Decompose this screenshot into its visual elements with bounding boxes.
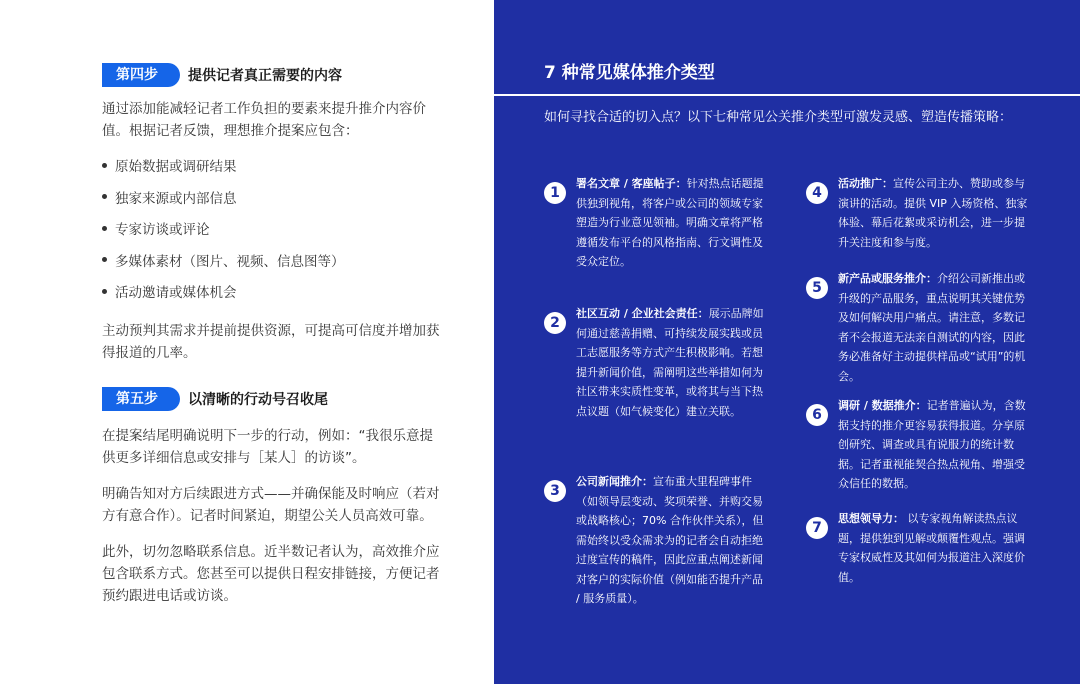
intro-text: 如何寻找合适的切入点？以下七种常见公关推介类型可激发灵感、塑造传播策略：: [544, 110, 1013, 125]
list-item: 多媒体素材（图片、视频、信息图等）: [102, 251, 345, 283]
step4-bullet-list: [102, 156, 345, 314]
bullet-dot-icon: [102, 226, 107, 231]
number-badge-7: 7: [806, 517, 828, 539]
list-item: 原始数据或调研结果: [102, 156, 345, 188]
pitch-type-2: 社区互动 / 企业社会责任：展示品牌如何通过慈善捐赠、可持续发展实践或员工志愿服务等方式产生积极影响。若想提升新闻价值，需阐明这些举措如何为社区带来实质性变革，或将其与当下热点议题（如气候变化）建立关联。: [576, 307, 764, 418]
number-badge-5: 5: [806, 277, 828, 299]
step5-para2: 明确告知对方后续跟进方式——并确保能及时响应（若对方有意合作）。记者时间紧迫，期望公关人员高效可靠。: [102, 486, 440, 524]
bullet-dot-icon: [102, 257, 107, 262]
pitch-type-6: 调研 / 数据推介：记者普遍认为，含数据支持的推介更容易获得报道。分享原创研究、调查或具有说服力的统计数据。记者重视能契合热点视角、增强受众信任的数据。: [838, 399, 1026, 490]
page-title: 7 种常见媒体推介类型: [544, 63, 715, 83]
pitch-type-5: 新产品或服务推介：介绍公司新推出或升级的产品服务，重点说明其关键优势及如何解决用户痛点。请注意，多数记者不会报道无法亲自测试的内容，因此务必准备好主动提供样品或“试用”的机会。: [838, 272, 1026, 383]
pitch-type-3: 公司新闻推介：宣布重大里程碑事件（如领导层变动、奖项荣誉、并购交易或战略核心；70% 合作伙伴关系），但需始终以受众需求为的记者会自动拒绝过度宣传的稿件，因此应重点阐述新闻对客户的实际价值（例如能否提升产品 / 服务质量）。: [576, 475, 764, 605]
step5-header: [102, 386, 328, 412]
bullet-dot-icon: [102, 194, 107, 199]
pitch-type-7: 思想领导力： 以专家视角解读热点议题，提供独到见解或颠覆性观点。强调专家权威性及其如何为报道注入深度价值。: [838, 512, 1025, 584]
number-badge-4: 4: [806, 182, 828, 204]
number-badge-3: 3: [544, 480, 566, 502]
step4-conclusion: 主动预判其需求并提前提供资源，可提高可信度并增加获得报道的几率。: [102, 323, 440, 361]
bullet-dot-icon: [102, 289, 107, 294]
pitch-type-1: 署名文章 / 客座帖子：针对热点话题提供独到视角，将客户或公司的领域专家塑造为行业意见领袖。明确文章将严格遵循发布平台的风格指南、行文调性及受众定位。: [576, 177, 764, 268]
list-item: 活动邀请或媒体机会: [102, 282, 345, 314]
bullet-dot-icon: [102, 163, 107, 168]
list-item: 独家来源或内部信息: [102, 188, 345, 220]
step4-intro: 通过添加能减轻记者工作负担的要素来提升推介内容价值。根据记者反馈，理想推介提案应包含：: [102, 101, 426, 139]
step4-badge: 第四步: [102, 63, 180, 87]
step5-badge: 第五步: [102, 387, 180, 411]
step5-para3: 此外，切勿忽略联系信息。近半数记者认为，高效推介应包含联系方式。您甚至可以提供日程安排链接，方便记者预约跟进电话或访谈。: [102, 544, 440, 604]
list-item: 专家访谈或评论: [102, 219, 345, 251]
number-badge-2: 2: [544, 312, 566, 334]
title-divider: [494, 94, 1080, 96]
pitch-type-4: 活动推广：宣传公司主办、赞助或参与演讲的活动。提供 VIP 入场资格、独家体验、幕后花絮或采访机会，进一步提升关注度和参与度。: [838, 177, 1028, 249]
step4-header: [102, 62, 342, 88]
step4-title: 提供记者真正需要的内容: [188, 68, 342, 84]
number-badge-1: 1: [544, 182, 566, 204]
step5-title: 以清晰的行动号召收尾: [188, 392, 328, 408]
step5-para1: 在提案结尾明确说明下一步的行动，例如：“我很乐意提供更多详细信息或安排与［某人］的访谈”。: [102, 428, 433, 466]
number-badge-6: 6: [806, 404, 828, 426]
